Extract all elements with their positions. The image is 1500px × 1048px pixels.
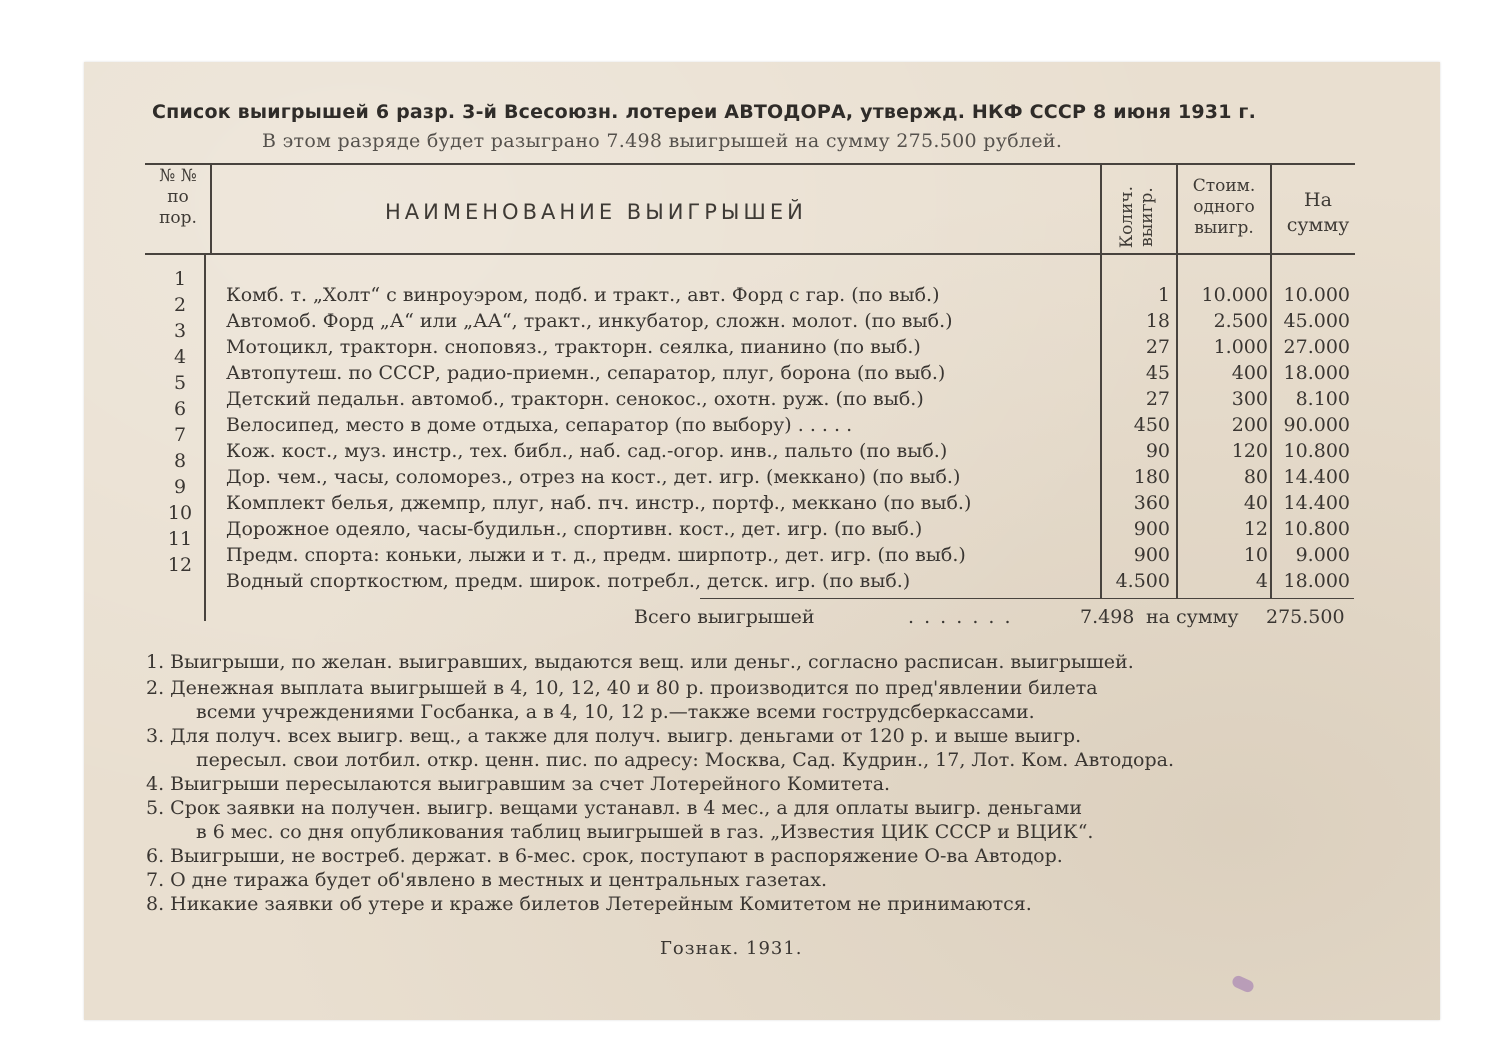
row-num: 2	[173, 294, 187, 316]
row-name: Дор. чем., часы, соломорез., отрез на кост., дет. игр. (меккано) (по выб.)	[226, 466, 961, 488]
row-cost: 10.000	[1201, 284, 1268, 306]
row-qty: 18	[1145, 310, 1170, 332]
row-cost: 80	[1243, 466, 1268, 488]
row-cost: 2.500	[1213, 310, 1268, 332]
row-num: 1	[173, 268, 187, 290]
row-cost: 12	[1243, 518, 1268, 540]
header-cost: Стоим. одного выигр.	[1192, 176, 1256, 238]
document-subtitle: В этом разряде будет разыграно 7.498 выигрышей на сумму 275.500 рублей.	[262, 130, 1063, 152]
note-8: 8. Никакие заявки об утере и краже билетов Летерейным Комитетом не принимаются.	[146, 893, 1032, 915]
row-qty: 4.500	[1115, 570, 1170, 592]
table-top-rule	[145, 163, 1355, 165]
row-cost: 300	[1231, 388, 1268, 410]
header-num: № № по пор.	[159, 166, 197, 228]
note-1: 1. Выигрыши, по желан. выигравших, выдаются вещ. или деньг., согласно расписан. выигрышей.	[146, 651, 1134, 673]
row-cost: 40	[1243, 492, 1268, 514]
row-qty: 90	[1145, 440, 1170, 462]
document-title: Список выигрышей 6 разр. 3-й Всесоюзн. лотереи АВТОДОРА, утвержд. НКФ СССР 8 июня 1931 г.	[152, 101, 1256, 123]
total-sum: 275.500	[1266, 606, 1345, 628]
row-cost: 400	[1231, 362, 1268, 384]
row-name: Комплект белья, джемпр, плуг, наб. пч. инстр., портф., меккано (по выб.)	[226, 492, 972, 514]
row-sum: 14.400	[1283, 492, 1350, 514]
row-qty: 1	[1157, 284, 1170, 306]
row-num: 11	[167, 528, 193, 550]
note-3: 3. Для получ. всех выигр. вещ., а также для получ. выигр. деньгами от 120 р. и выше выигр.	[146, 725, 1082, 747]
row-qty: 27	[1145, 388, 1170, 410]
row-sum: 90.000	[1283, 414, 1350, 436]
row-name: Автопутеш. по СССР, радио-приемн., сепаратор, плуг, борона (по выб.)	[226, 362, 946, 384]
header-qty: Колич. выигр.	[1117, 185, 1157, 249]
row-qty: 45	[1145, 362, 1170, 384]
row-qty: 900	[1133, 518, 1170, 540]
row-sum: 45.000	[1283, 310, 1350, 332]
row-sum: 10.000	[1283, 284, 1350, 306]
note-5: 5. Срок заявки на получен. выигр. вещами устанавл. в 4 мес., а для оплаты выигр. деньгами	[146, 797, 1083, 819]
row-cost: 1.000	[1213, 336, 1268, 358]
row-cost: 4	[1255, 570, 1268, 592]
col-divider-num-header	[210, 163, 212, 253]
row-name: Предм. спорта: коньки, лыжи и т. д., предм. ширпотр., дет. игр. (по выб.)	[226, 544, 966, 566]
col-divider-name	[1100, 163, 1102, 598]
table-bottom-rule	[700, 598, 1354, 599]
note-3-cont: пересыл. свои лотбил. откр. ценн. пис. по адресу: Москва, Сад. Кудрин., 17, Лот. Ком. Автодора.	[196, 749, 1174, 771]
row-name: Водный спорткостюм, предм. широк. потребл., детск. игр. (по выб.)	[226, 570, 911, 592]
row-cost: 10	[1243, 544, 1268, 566]
row-num: 10	[167, 502, 193, 524]
row-sum: 14.400	[1283, 466, 1350, 488]
row-qty: 900	[1133, 544, 1170, 566]
row-name: Комб. т. „Холт“ с винроуэром, подб. и тракт., авт. Форд с гар. (по выб.)	[226, 284, 940, 306]
row-sum: 8.100	[1295, 388, 1350, 410]
total-count: 7.498	[1080, 606, 1135, 628]
row-name: Дорожное одеяло, часы-будильн., спортивн. кост., дет. игр. (по выб.)	[226, 518, 923, 540]
row-num: 5	[173, 372, 187, 394]
total-dots: . . . . . . .	[908, 606, 1013, 628]
note-2: 2. Денежная выплата выигрышей в 4, 10, 12, 40 и 80 р. производится по пред'явлении билета	[146, 677, 1098, 699]
row-sum: 27.000	[1283, 336, 1350, 358]
row-name: Автомоб. Форд „А“ или „АА“, тракт., инкубатор, сложн. молот. (по выб.)	[226, 310, 953, 332]
row-name: Мотоцикл, тракторн. сноповяз., тракторн. сеялка, пианино (по выб.)	[226, 336, 921, 358]
row-qty: 27	[1145, 336, 1170, 358]
note-2-cont: всеми учреждениями Госбанка, а в 4, 10, 12 р.—также всеми гострудсберкассами.	[196, 701, 1035, 723]
row-num: 9	[173, 476, 187, 498]
row-cost: 120	[1231, 440, 1268, 462]
row-qty: 180	[1133, 466, 1170, 488]
header-name: НАИМЕНОВАНИЕ ВЫИГРЫШЕЙ	[385, 200, 807, 224]
note-4: 4. Выигрыши пересылаются выигравшим за счет Лотерейного Комитета.	[146, 773, 891, 795]
note-7: 7. О дне тиража будет об'явлено в местных и центральных газетах.	[146, 869, 828, 891]
row-sum: 10.800	[1283, 518, 1350, 540]
row-num: 4	[173, 346, 187, 368]
total-sum-label: на сумму	[1146, 606, 1239, 628]
row-name: Кож. кост., муз. инстр., тех. библ., наб. сад.-огор. инв., пальто (по выб.)	[226, 440, 948, 462]
row-num: 8	[173, 450, 187, 472]
row-num: 3	[173, 320, 187, 342]
note-6: 6. Выигрыши, не востреб. держат. в 6-мес. срок, поступают в распоряжение О-ва Автодор.	[146, 845, 1063, 867]
row-num: 12	[167, 554, 193, 576]
row-name: Велосипед, место в доме отдыха, сепаратор (по выбору) . . . . .	[226, 414, 853, 436]
header-sum: На сумму	[1286, 189, 1350, 236]
total-label: Всего выигрышей	[634, 606, 815, 628]
row-name: Детский педальн. автомоб., тракторн. сенокос., охотн. руж. (по выб.)	[226, 388, 924, 410]
row-cost: 200	[1231, 414, 1268, 436]
printer-imprint: Гознак. 1931.	[660, 938, 803, 959]
row-sum: 18.000	[1283, 362, 1350, 384]
row-qty: 360	[1133, 492, 1170, 514]
row-sum: 18.000	[1283, 570, 1350, 592]
row-sum: 10.800	[1283, 440, 1350, 462]
note-5-cont: в 6 мес. со дня опубликования таблиц выигрышей в газ. „Известия ЦИК СССР и ВЦИК“.	[196, 821, 1094, 843]
row-num: 6	[173, 398, 187, 420]
row-num: 7	[173, 424, 187, 446]
row-qty: 450	[1133, 414, 1170, 436]
row-sum: 9.000	[1295, 544, 1350, 566]
table-header-rule	[145, 253, 1355, 255]
